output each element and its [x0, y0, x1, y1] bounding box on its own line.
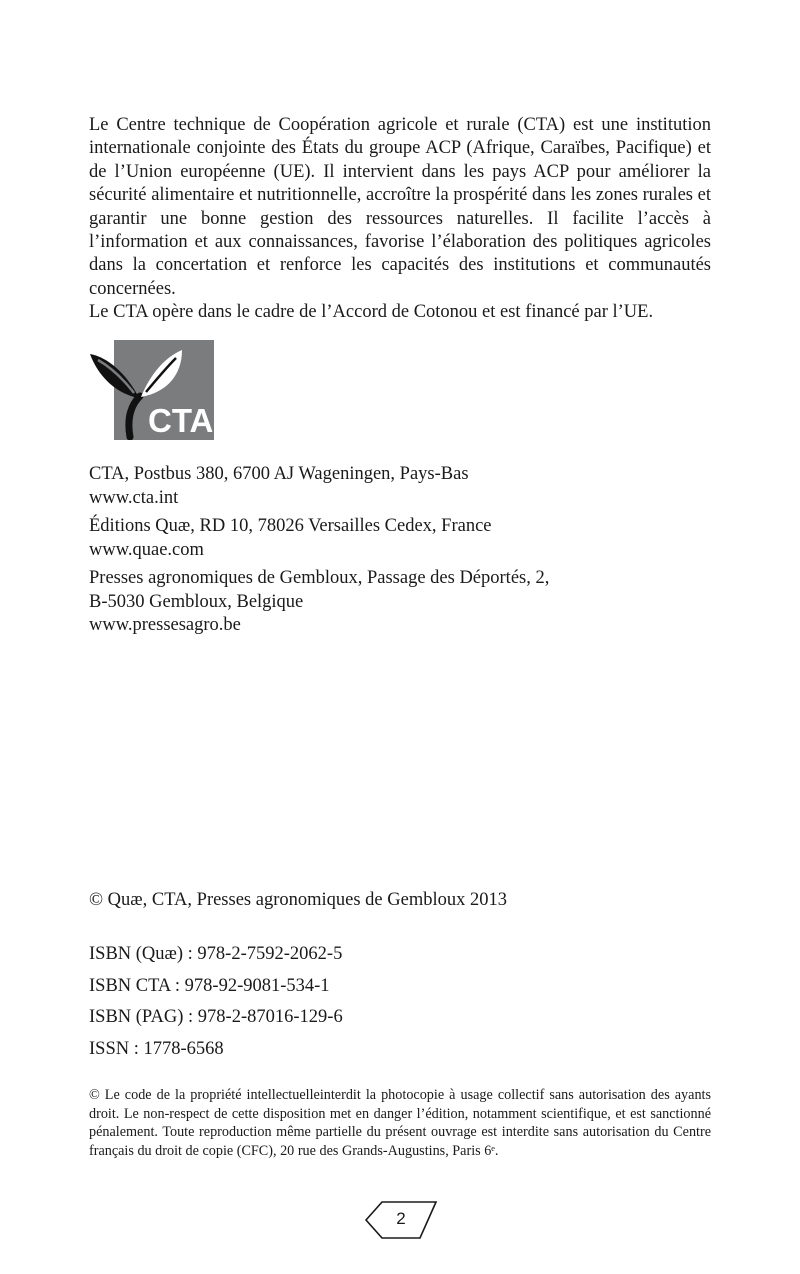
quae-contact [89, 515, 711, 562]
intro-paragraph: Le Centre technique de Coopération agricole et rurale (CTA) est une institution internationale conjointe des États du groupe ACP (Afrique, Caraïbes, Pacifique) et de l’Union européenne (UE). Il intervient dans les pays ACP pour améliorer la sécurité alimentaire et nutritionnelle, accroître la prospérité dans les zones rurales et garantir une bonne gestion des ressources naturelles. Il facilite l’accès à l’information et aux connaissances, favorise l’élaboration des politiques agricoles dans la concertation et renforce les capacités des institutions et communautés concernées. [89, 115, 711, 299]
cta-logo [90, 340, 214, 440]
cta-contact [89, 463, 711, 510]
intro-text [89, 114, 711, 325]
quae-address: Éditions Quæ, RD 10, 78026 Versailles Cedex, France [89, 516, 492, 536]
pag-address-line-2: B-5030 Gembloux, Belgique [89, 591, 304, 612]
isbn-list [89, 942, 343, 1068]
pag-url[interactable]: www.pressesagro.be [89, 615, 241, 635]
contact-addresses [89, 463, 711, 643]
pag-address-line-1: Presses agronomiques de Gembloux, Passage des Déportés, 2, [89, 568, 550, 588]
cta-url[interactable]: www.cta.int [89, 487, 179, 508]
pag-contact [89, 567, 711, 638]
page-number-badge [363, 1199, 439, 1241]
isbn-quae: ISBN (Quæ) : 978-2-7592-2062-5 [89, 944, 343, 964]
cta-address: CTA, Postbus 380, 6700 AJ Wageningen, Pays-Bas [89, 464, 469, 484]
isbn-cta: ISBN CTA : 978-92-9081-534-1 [89, 975, 330, 996]
cta-logo-graphic [90, 340, 214, 440]
legal-notice: © Le code de la propriété intellectuelleinterdit la photocopie à usage collectif sans autorisation des ayants droit. Le non-respect de cette disposition met en danger l’édition, notamment scientifique, et est sanctionné pénalement. Toute reproduction même partielle du présent ouvrage est interdite sans autorisation du Centre français du droit de copie (CFC), 20 rue des Grands-Augustins, Paris 6ᵉ. [89, 1087, 711, 1159]
quae-url[interactable]: www.quae.com [89, 539, 204, 560]
isbn-pag: ISBN (PAG) : 978-2-87016-129-6 [89, 1007, 343, 1027]
intro-last-line: Le CTA opère dans le cadre de l’Accord de Cotonou et est financé par l’UE. [89, 302, 654, 323]
copyright-line: © Quæ, CTA, Presses agronomiques de Gembloux 2013 [89, 890, 507, 910]
issn: ISSN : 1778-6568 [89, 1038, 224, 1059]
cta-logo-text: CTA [148, 402, 214, 439]
page-number: 2 [396, 1209, 406, 1228]
